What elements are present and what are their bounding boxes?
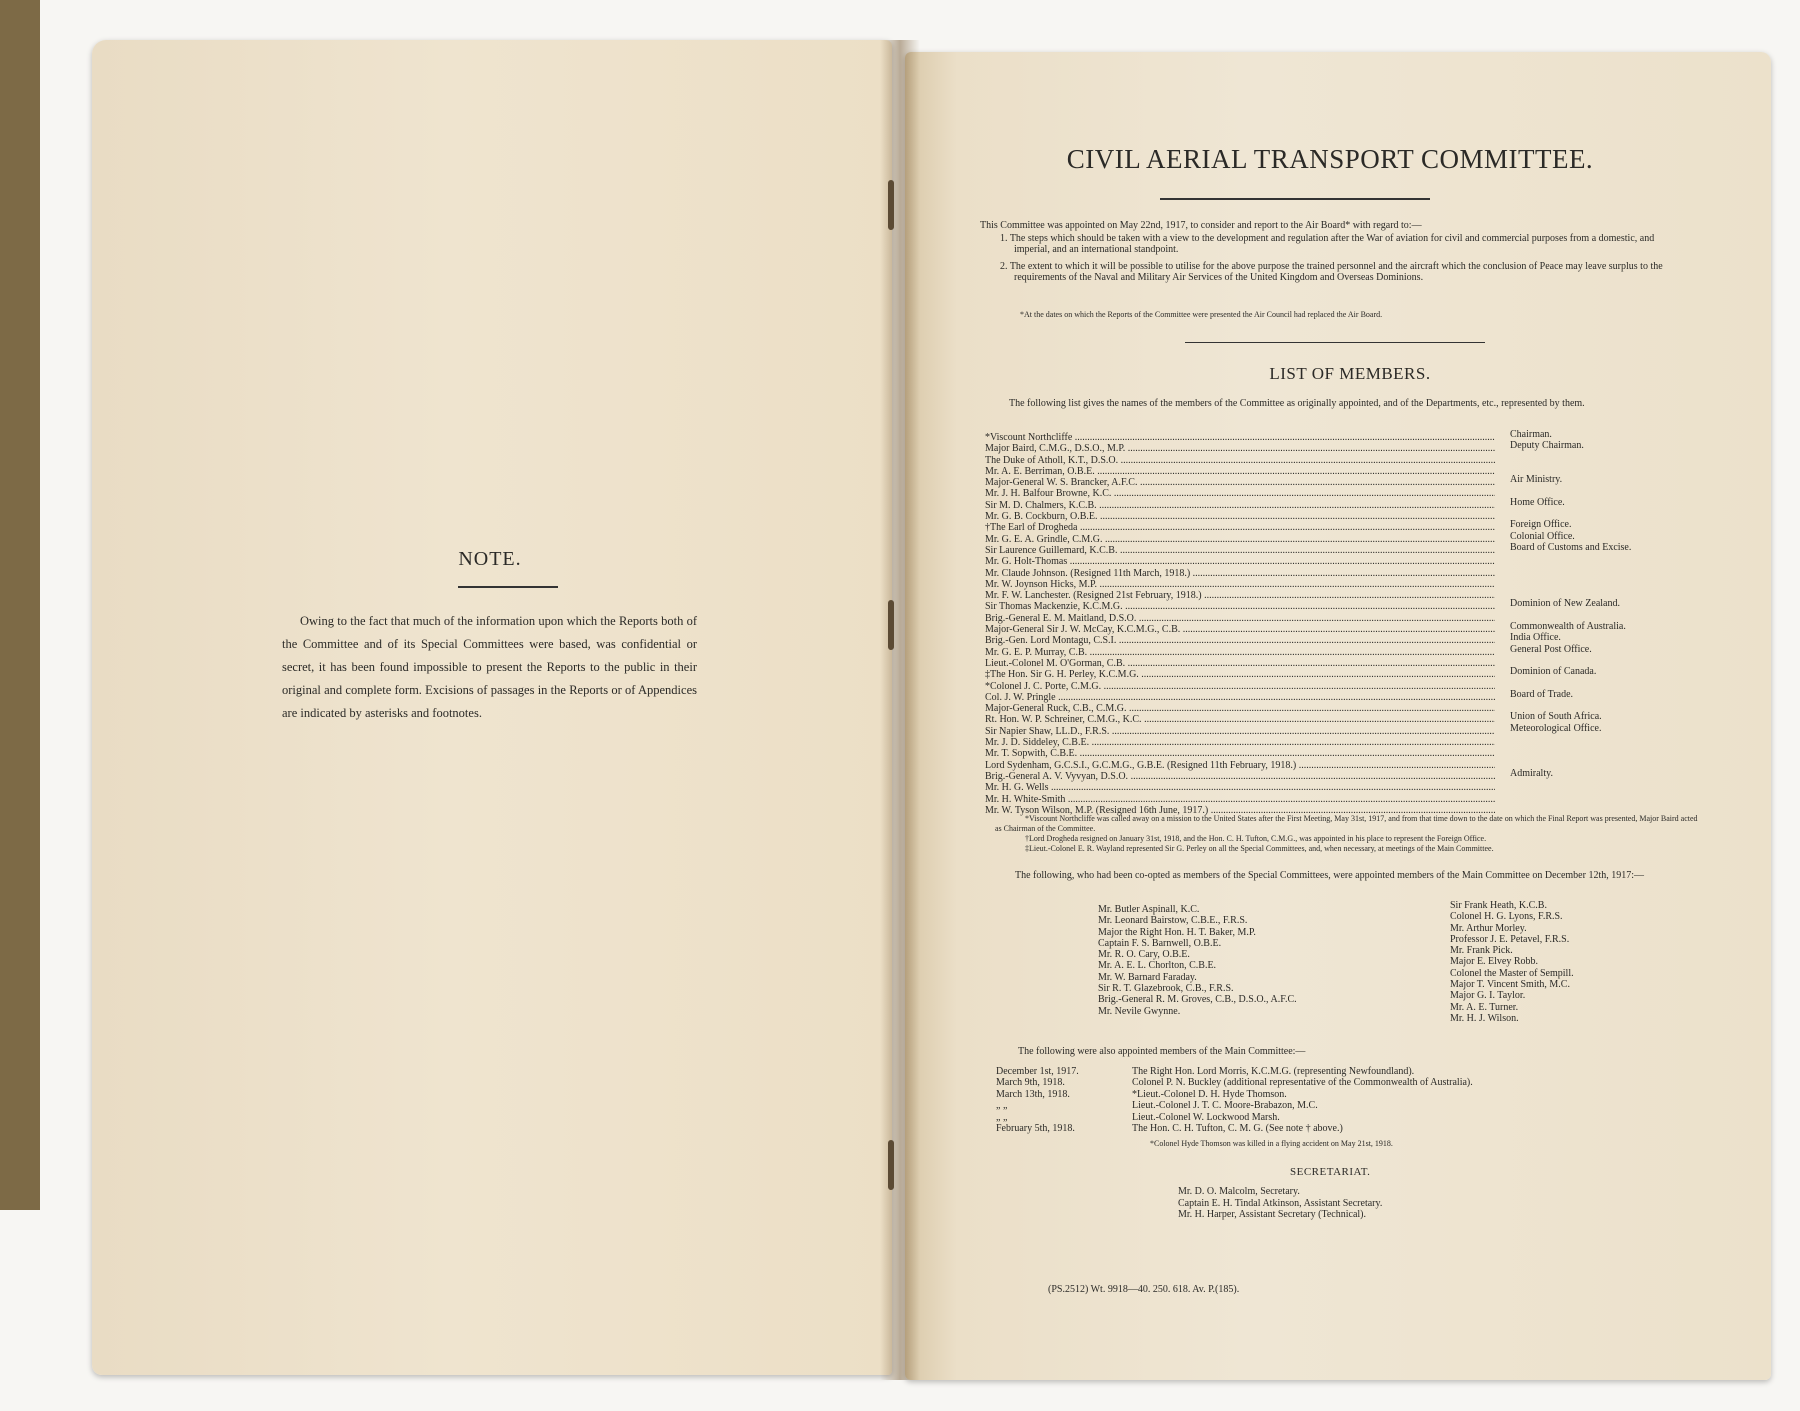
- appointment-desc: The Hon. C. H. Tufton, C. M. G. (See note † above.): [1132, 1122, 1343, 1134]
- member-name: Mr. G. Holt-Thomas .....: [985, 556, 1495, 567]
- footnote: ‡Lieut.-Colonel E. R. Wayland represented Sir G. Perley on all the Special Committees, and, when necessary, at meetings of the Main Committee.: [1025, 844, 1494, 853]
- coopted-member: Mr. Arthur Morley.: [1450, 922, 1527, 934]
- member-row: [985, 598, 1685, 613]
- member-row: [985, 681, 1685, 692]
- appointment-date: March 9th, 1918.: [996, 1077, 1065, 1089]
- title-rule: [1160, 198, 1430, 200]
- terms-of-reference: [1000, 233, 1690, 289]
- member-row: [985, 455, 1685, 466]
- committee-intro: This Committee was appointed on May 22nd, 1917, to consider and report to the Air Board* with regard to:—: [980, 220, 1422, 231]
- member-name: Lord Sydenham, G.C.S.I., G.C.M.G., G.B.E. (Resigned 11th February, 1918.) .....: [985, 760, 1495, 771]
- member-row: [985, 568, 1685, 579]
- coopted-member: Sir R. T. Glazebrook, C.B., F.R.S.: [1098, 983, 1234, 995]
- coopted-member: Mr. A. E. L. Chorlton, C.B.E.: [1098, 960, 1217, 972]
- member-row: [985, 737, 1685, 748]
- member-name: Major-General Sir J. W. McCay, K.C.M.G., C.B. .....: [985, 624, 1495, 635]
- note-text: Owing to the fact that much of the information upon which the Reports both of the Committee and of its Special Committees were based, was confidential or secret, it has been found impossible to present the Reports to the public in their original and complete form. Excisions of passages in the Reports or of Appendices are indicated by asterisks and footnotes.: [282, 614, 697, 720]
- term-item: 2. The extent to which it will be possible to utilise for the above purpose the trained personnel and the aircraft which the conclusion of Peace may leave surplus to the requirements of the Naval and Military Air Services of the United Kingdom and Overseas Dominions.: [1000, 261, 1663, 283]
- member-department: Chairman.: [1510, 429, 1552, 440]
- coopted-member: Mr. R. O. Cary, O.B.E.: [1098, 949, 1190, 961]
- coopted-member: Major G. I. Taylor.: [1450, 990, 1526, 1002]
- member-row: [985, 760, 1685, 771]
- coopted-list-left: [1098, 904, 1398, 1017]
- secretariat-member: Mr. D. O. Malcolm, Secretary.: [1178, 1186, 1300, 1197]
- appointment-date: February 5th, 1918.: [996, 1122, 1075, 1134]
- coopted-member: Mr. Nevile Gwynne.: [1098, 1005, 1181, 1017]
- member-row: [985, 643, 1685, 658]
- coopted-member: Mr. Frank Pick.: [1450, 945, 1513, 957]
- coopted-member: Sir Frank Heath, K.C.B.: [1450, 900, 1547, 911]
- member-department: Admiralty.: [1510, 767, 1553, 779]
- member-department: Commonwealth of Australia.: [1510, 621, 1626, 633]
- member-row: [985, 519, 1685, 534]
- coopted-member: Colonel the Master of Sempill.: [1450, 967, 1574, 979]
- member-department: Board of Customs and Excise.: [1510, 541, 1632, 553]
- member-row: [985, 440, 1685, 455]
- member-name: Mr. H. G. Wells .....: [985, 782, 1495, 793]
- secretariat-title: SECRETARIAT.: [1290, 1166, 1371, 1178]
- member-name: Mr. A. E. Berriman, O.B.E. .....: [985, 466, 1495, 477]
- member-name: Mr. Claude Johnson. (Resigned 11th March, 1918.) .....: [985, 568, 1495, 579]
- section-rule: [1185, 342, 1485, 343]
- member-row: [985, 767, 1685, 782]
- appointment-row: [996, 1112, 1696, 1123]
- member-department: India Office.: [1510, 632, 1561, 644]
- member-row: [985, 666, 1685, 681]
- coopted-member: Major T. Vincent Smith, M.C.: [1450, 979, 1570, 991]
- air-council-note: *At the dates on which the Reports of the Committee were presented the Air Council had replaced the Air Board.: [1020, 310, 1383, 319]
- member-department: Colonial Office.: [1510, 530, 1575, 542]
- coopted-list-right: [1450, 900, 1710, 1024]
- member-department: Home Office.: [1510, 496, 1565, 508]
- member-row: [985, 748, 1685, 759]
- coopted-member: Major the Right Hon. H. T. Baker, M.P.: [1098, 926, 1256, 938]
- coopted-member: Mr. H. J. Wilson.: [1450, 1012, 1519, 1024]
- appointment-date: „ „: [996, 1100, 1008, 1112]
- note-title: NOTE.: [458, 548, 522, 570]
- member-name: Sir Laurence Guillemard, K.C.B. .....: [985, 545, 1495, 556]
- member-row: [985, 488, 1685, 499]
- members-intro: The following list gives the names of the members of the Committee as originally appointed, and of the Departments, etc., represented by them.: [1009, 398, 1585, 409]
- coopted-member: Captain F. S. Barnwell, O.B.E.: [1098, 937, 1222, 949]
- coopted-member: Major E. Elvey Robb.: [1450, 956, 1539, 968]
- member-row: [985, 621, 1685, 636]
- coopted-member: Mr. A. E. Turner.: [1450, 1001, 1519, 1013]
- term-item: 1. The steps which should be taken with a view to the development and regulation after the War of aviation for civil and commercial purposes from a domestic, and imperial, and an international standpoint.: [1000, 233, 1655, 255]
- member-row: [985, 794, 1685, 805]
- book-cover-edge: [0, 0, 40, 1210]
- member-department: Board of Trade.: [1510, 688, 1574, 700]
- also-appointed-intro: The following were also appointed members of the Main Committee:—: [1018, 1046, 1306, 1057]
- appointment-desc: The Right Hon. Lord Morris, K.C.M.G. (representing Newfoundland).: [1132, 1066, 1415, 1077]
- member-row: [985, 722, 1685, 737]
- appointment-row: [996, 1066, 1696, 1077]
- secretariat-member: Mr. H. Harper, Assistant Secretary (Technical).: [1178, 1209, 1367, 1220]
- member-name: Sir Napier Shaw, LL.D., F.R.S. .....: [985, 726, 1495, 737]
- member-department: Deputy Chairman.: [1510, 440, 1584, 452]
- appointment-date: March 13th, 1918.: [996, 1088, 1070, 1100]
- member-row: [985, 541, 1685, 556]
- member-row: [985, 556, 1685, 567]
- coopted-member: Mr. Leonard Bairstow, C.B.E., F.R.S.: [1098, 915, 1248, 927]
- staple-middle: [888, 600, 894, 650]
- member-name: Sir Thomas Mackenzie, K.C.M.G. .....: [985, 601, 1495, 612]
- member-name: Sir M. D. Chalmers, K.C.B. .....: [985, 500, 1495, 511]
- staple-top: [888, 180, 894, 230]
- member-row: [985, 466, 1685, 477]
- coopted-intro: The following, who had been co-opted as members of the Special Committees, were appointed members of the Main Committee on December 12th, 1917:—: [1015, 870, 1645, 881]
- member-name: Brig.-General A. V. Vyvyan, D.S.O. .....: [985, 771, 1495, 782]
- secretariat-member: Captain E. H. Tindal Atkinson, Assistant Secretary.: [1178, 1197, 1383, 1209]
- member-row: [985, 511, 1685, 522]
- member-name: Rt. Hon. W. P. Schreiner, C.M.G., K.C. .....: [985, 714, 1495, 725]
- member-name: Mr. J. D. Siddeley, C.B.E. .....: [985, 737, 1495, 748]
- member-row: [985, 782, 1685, 793]
- member-row: [985, 688, 1685, 703]
- appointment-date: „ „: [996, 1111, 1008, 1123]
- member-name: Mr. W. Joynson Hicks, M.P. .....: [985, 579, 1495, 590]
- appointment-date: December 1st, 1917.: [996, 1066, 1079, 1077]
- member-name: *Colonel J. C. Porte, C.M.G. .....: [985, 681, 1495, 692]
- member-name: Col. J. W. Pringle .....: [985, 692, 1495, 703]
- member-name: Mr. J. H. Balfour Browne, K.C. .....: [985, 488, 1495, 499]
- appointment-desc: Lieut.-Colonel W. Lockwood Marsh.: [1132, 1111, 1280, 1123]
- coopted-member: Mr. W. Barnard Faraday.: [1098, 971, 1197, 983]
- member-name: Brig.-Gen. Lord Montagu, C.S.I. .....: [985, 635, 1495, 646]
- member-department: Air Ministry.: [1510, 474, 1563, 486]
- print-code: (PS.2512) Wt. 9918—40. 250. 618. Av. P.(185).: [1048, 1284, 1240, 1295]
- member-name: Mr. W. Tyson Wilson, M.P. (Resigned 16th June, 1917.) .....: [985, 805, 1495, 816]
- member-row: [985, 474, 1685, 489]
- book-gutter: [880, 40, 920, 1380]
- member-name: ‡The Hon. Sir G. H. Perley, K.C.M.G. .....: [985, 669, 1495, 680]
- member-department: General Post Office.: [1510, 643, 1592, 655]
- appointment-row: [996, 1089, 1696, 1100]
- member-department: Dominion of New Zealand.: [1510, 598, 1620, 610]
- member-name: Major-General Ruck, C.B., C.M.G. .....: [985, 703, 1495, 714]
- member-name: Mr. G. B. Cockburn, O.B.E. .....: [985, 511, 1495, 522]
- member-department: Meteorological Office.: [1510, 722, 1602, 734]
- member-name: Brig.-General E. M. Maitland, D.S.O. .....: [985, 613, 1495, 624]
- coopted-member: Brig.-General R. M. Groves, C.B., D.S.O., A.F.C.: [1098, 994, 1297, 1006]
- staple-bottom: [888, 1140, 894, 1190]
- appointment-row: [996, 1123, 1696, 1134]
- member-department: Union of South Africa.: [1510, 711, 1602, 723]
- appointments-list: [996, 1066, 1696, 1134]
- member-name: Major-General W. S. Brancker, A.F.C. .....: [985, 477, 1495, 488]
- coopted-member: Colonel H. G. Lyons, F.R.S.: [1450, 911, 1563, 923]
- member-department: Dominion of Canada.: [1510, 666, 1597, 678]
- appointment-row: [996, 1077, 1696, 1088]
- appointment-desc: Colonel P. N. Buckley (additional representative of the Commonwealth of Australia).: [1132, 1077, 1473, 1089]
- member-name: Mr. G. E. P. Murray, C.B. .....: [985, 647, 1495, 658]
- member-name: Mr. H. White-Smith .....: [985, 794, 1495, 805]
- coopted-member: Professor J. E. Petavel, F.R.S.: [1450, 933, 1570, 945]
- members-list: [985, 429, 1685, 816]
- member-name: The Duke of Atholl, K.T., D.S.O. .....: [985, 455, 1495, 466]
- footnote: †Lord Drogheda resigned on January 31st, 1918, and the Hon. C. H. Tufton, C.M.G., was appointed in his place to represent the Foreign Office.: [1025, 834, 1487, 843]
- members-title: LIST OF MEMBERS.: [1269, 364, 1431, 383]
- member-department: Foreign Office.: [1510, 519, 1572, 531]
- members-footnotes: [995, 814, 1705, 854]
- member-name: †The Earl of Drogheda .....: [985, 522, 1495, 533]
- note-rule: [458, 586, 558, 588]
- member-name: Mr. F. W. Lanchester. (Resigned 21st February, 1918.) .....: [985, 590, 1495, 601]
- appointment-row: [996, 1100, 1696, 1111]
- appointment-desc: Lieut.-Colonel J. T. C. Moore-Brabazon, M.C.: [1132, 1100, 1318, 1112]
- member-name: Mr. G. E. A. Grindle, C.M.G. .....: [985, 534, 1495, 545]
- footnote: *Viscount Northcliffe was called away on a mission to the United States after the First Meeting, May 31st, 1917, and from that time down to the date on which the Final Report was presented, Major Baird acted as Chairman of the Committee.: [995, 814, 1698, 833]
- member-row: [985, 496, 1685, 511]
- appointment-desc: *Lieut.-Colonel D. H. Hyde Thomson.: [1132, 1088, 1287, 1100]
- member-name: Mr. T. Sopwith, C.B.E. .....: [985, 748, 1495, 759]
- secretariat-list: [1178, 1186, 1578, 1221]
- hyde-thomson-note: *Colonel Hyde Thomson was killed in a flying accident on May 21st, 1918.: [1150, 1139, 1393, 1148]
- member-name: Lieut.-Colonel M. O'Gorman, C.B. .....: [985, 658, 1495, 669]
- member-name: *Viscount Northcliffe .....: [985, 432, 1495, 443]
- member-name: Major Baird, C.M.G., D.S.O., M.P. .....: [985, 443, 1495, 454]
- member-row: [985, 579, 1685, 590]
- document-title: CIVIL AERIAL TRANSPORT COMMITTEE.: [1066, 144, 1594, 174]
- coopted-member: Mr. Butler Aspinall, K.C.: [1098, 904, 1200, 915]
